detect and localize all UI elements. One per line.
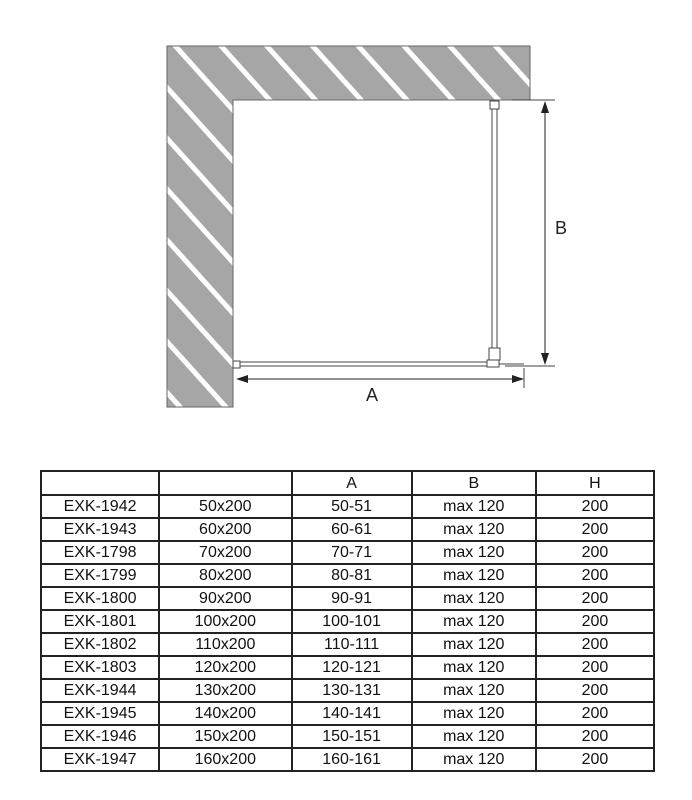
table-row [41, 587, 654, 610]
h-cell: 200 [536, 633, 654, 656]
h-cell: 200 [536, 518, 654, 541]
h-cell: 200 [536, 656, 654, 679]
size-cell: 130x200 [159, 679, 291, 702]
table-row [41, 748, 654, 771]
size-cell: 160x200 [159, 748, 291, 771]
dimensions-table [40, 470, 655, 772]
b-cell: max 120 [412, 564, 536, 587]
b-cell: max 120 [412, 495, 536, 518]
model-cell: EXK-1798 [41, 541, 159, 564]
table-row [41, 518, 654, 541]
table-row [41, 564, 654, 587]
b-cell: max 120 [412, 702, 536, 725]
a-cell: 90-91 [292, 587, 412, 610]
table-row [41, 610, 654, 633]
a-cell: 150-151 [292, 725, 412, 748]
front-glass-panel [233, 360, 524, 368]
table-row [41, 495, 654, 518]
size-cell: 140x200 [159, 702, 291, 725]
size-cell: 90x200 [159, 587, 291, 610]
b-cell: max 120 [412, 725, 536, 748]
a-cell: 100-101 [292, 610, 412, 633]
model-cell: EXK-1943 [41, 518, 159, 541]
size-cell: 150x200 [159, 725, 291, 748]
b-cell: max 120 [412, 541, 536, 564]
a-cell: 50-51 [292, 495, 412, 518]
h-cell: 200 [536, 495, 654, 518]
a-cell: 70-71 [292, 541, 412, 564]
table-row [41, 679, 654, 702]
b-cell: max 120 [412, 748, 536, 771]
b-cell: max 120 [412, 610, 536, 633]
size-cell: 50x200 [159, 495, 291, 518]
h-cell: 200 [536, 702, 654, 725]
h-cell: 200 [536, 587, 654, 610]
size-cell: 70x200 [159, 541, 291, 564]
b-cell: max 120 [412, 679, 536, 702]
header-size [159, 471, 291, 495]
size-cell: 80x200 [159, 564, 291, 587]
header-a: A [292, 471, 412, 495]
header-model [41, 471, 159, 495]
h-cell: 200 [536, 679, 654, 702]
model-cell: EXK-1945 [41, 702, 159, 725]
model-cell: EXK-1799 [41, 564, 159, 587]
header-b: B [412, 471, 536, 495]
model-cell: EXK-1946 [41, 725, 159, 748]
side-glass-panel [489, 101, 500, 360]
dimension-a [236, 368, 524, 388]
table-header-row [41, 471, 654, 495]
h-cell: 200 [536, 541, 654, 564]
size-cell: 100x200 [159, 610, 291, 633]
model-cell: EXK-1944 [41, 679, 159, 702]
b-cell: max 120 [412, 518, 536, 541]
table-row [41, 656, 654, 679]
a-cell: 60-61 [292, 518, 412, 541]
header-h: H [536, 471, 654, 495]
model-cell: EXK-1947 [41, 748, 159, 771]
model-cell: EXK-1801 [41, 610, 159, 633]
size-cell: 60x200 [159, 518, 291, 541]
h-cell: 200 [536, 725, 654, 748]
a-cell: 120-121 [292, 656, 412, 679]
model-cell: EXK-1802 [41, 633, 159, 656]
a-cell: 160-161 [292, 748, 412, 771]
a-cell: 80-81 [292, 564, 412, 587]
table-row [41, 633, 654, 656]
b-cell: max 120 [412, 587, 536, 610]
model-cell: EXK-1800 [41, 587, 159, 610]
size-cell: 120x200 [159, 656, 291, 679]
size-cell: 110x200 [159, 633, 291, 656]
table-body [41, 495, 654, 771]
h-cell: 200 [536, 748, 654, 771]
table-row [41, 702, 654, 725]
a-cell: 130-131 [292, 679, 412, 702]
wall-hatched [167, 46, 530, 407]
table-row [41, 541, 654, 564]
h-cell: 200 [536, 610, 654, 633]
dimension-b [505, 100, 555, 366]
table-row [41, 725, 654, 748]
b-cell: max 120 [412, 656, 536, 679]
model-cell: EXK-1803 [41, 656, 159, 679]
dimension-a-label: A [366, 385, 379, 405]
model-cell: EXK-1942 [41, 495, 159, 518]
dimension-b-label: B [555, 218, 568, 238]
b-cell: max 120 [412, 633, 536, 656]
a-cell: 110-111 [292, 633, 412, 656]
h-cell: 200 [536, 564, 654, 587]
a-cell: 140-141 [292, 702, 412, 725]
